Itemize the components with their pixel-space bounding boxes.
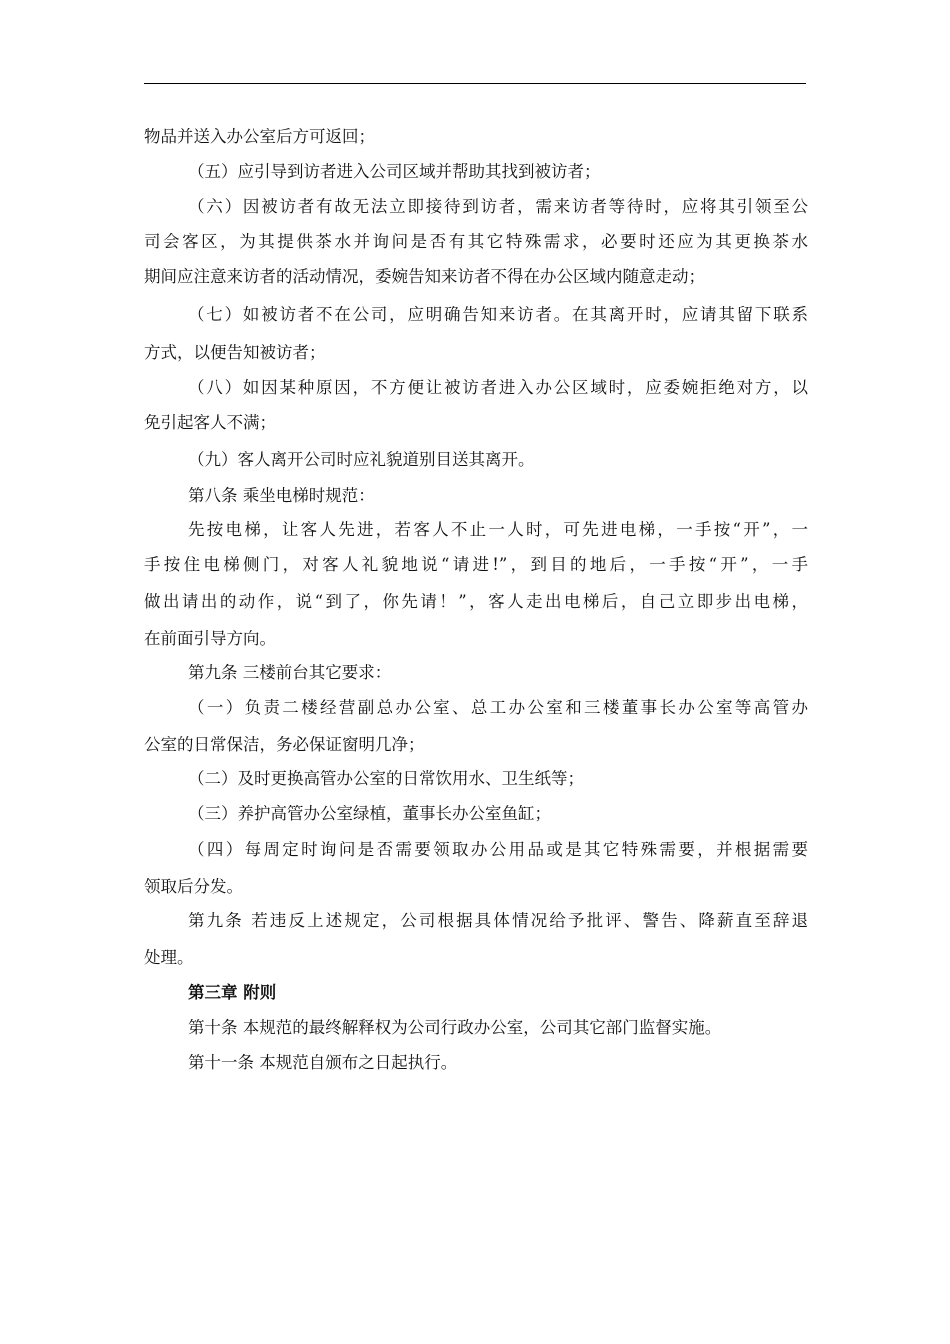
text-line: 物品并送入办公室后方可返回；	[144, 127, 375, 146]
text-line: 期间应注意来访者的活动情况，委婉告知来访者不得在办公区域内随意走动；	[144, 267, 705, 286]
text-line: 领取后分发。	[144, 877, 243, 896]
text-line: 免引起客人不满；	[144, 413, 276, 432]
chapter-heading: 第三章 附则	[188, 983, 277, 1002]
text-line: 处理。	[144, 948, 194, 967]
text-line: （六）因被访者有故无法立即接待到访者，需来访者等待时，应将其引领至公	[188, 197, 808, 216]
text-line: 第八条 乘坐电梯时规范：	[188, 486, 375, 505]
text-line: （九）客人离开公司时应礼貌道别目送其离开。	[188, 450, 535, 469]
text-line: 司会客区，为其提供茶水并询问是否有其它特殊需求，必要时还应为其更换茶水	[144, 232, 808, 251]
text-line: 公室的日常保洁，务必保证窗明几净；	[144, 735, 425, 754]
text-line: 第九条 三楼前台其它要求：	[188, 663, 392, 682]
text-line: （五）应引导到访者进入公司区域并帮助其找到被访者；	[188, 162, 601, 181]
text-line: （四）每周定时询问是否需要领取办公用品或是其它特殊需要，并根据需要	[188, 840, 808, 859]
text-line: 在前面引导方向。	[144, 629, 276, 648]
text-line: （三）养护高管办公室绿植，董事长办公室鱼缸；	[188, 804, 551, 823]
text-line: 第九条 若违反上述规定，公司根据具体情况给予批评、警告、降薪直至辞退	[188, 911, 808, 930]
text-line: 做出请出的动作，说“到了，你先请！”，客人走出电梯后，自己立即步出电梯，	[144, 592, 808, 611]
text-line: 方式，以便告知被访者；	[144, 343, 326, 362]
text-line: 第十条 本规范的最终解释权为公司行政办公室，公司其它部门监督实施。	[188, 1018, 722, 1037]
header-rule	[144, 83, 806, 84]
text-line: （八）如因某种原因，不方便让被访者进入办公区域时，应委婉拒绝对方，以	[188, 378, 808, 397]
text-line: 手按住电梯侧门，对客人礼貌地说“请进!”，到目的地后，一手按“开”，一手	[144, 555, 808, 574]
text-line: （七）如被访者不在公司，应明确告知来访者。在其离开时，应请其留下联系	[188, 305, 808, 324]
text-line: （二）及时更换高管办公室的日常饮用水、卫生纸等；	[188, 769, 584, 788]
text-line: （一）负责二楼经营副总办公室、总工办公室和三楼董事长办公室等高管办	[188, 698, 808, 717]
text-line: 先按电梯，让客人先进，若客人不止一人时，可先进电梯，一手按“开”，一	[188, 520, 808, 539]
text-line: 第十一条 本规范自颁布之日起执行。	[188, 1053, 458, 1072]
